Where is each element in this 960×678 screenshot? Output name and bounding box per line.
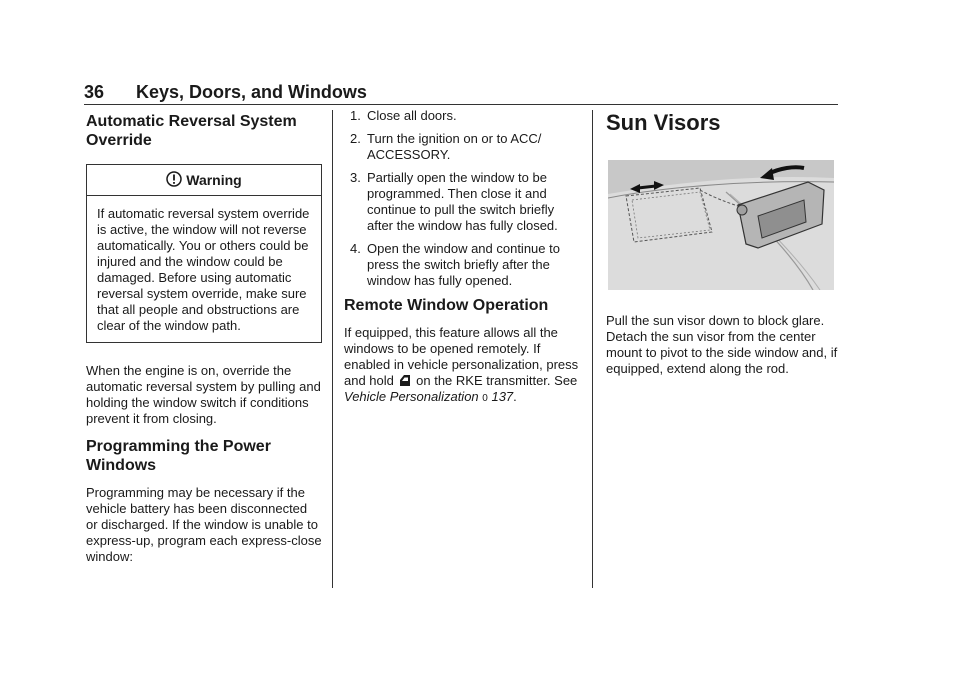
caution-icon xyxy=(166,171,182,187)
column-right xyxy=(606,108,838,387)
page-header xyxy=(84,80,838,105)
warning-box xyxy=(86,164,322,343)
list-item: 1. Close all doors. xyxy=(350,108,457,123)
page-ref-icon: 0 xyxy=(482,393,488,404)
warning-header xyxy=(87,165,321,196)
programming-steps xyxy=(344,108,580,289)
column-divider xyxy=(332,110,333,588)
warning-text: If automatic reversal system override is active, the window will not reverse automatically. You or others could be injured and the window could be damaged. Before using automatic reversal system override, make sure that all people and obstructions are clear of the window path. xyxy=(97,206,310,333)
list-item: 2. Turn the ignition on or to ACC/ ACCESSORY. xyxy=(350,131,542,162)
paragraph-sun-visors: Pull the sun visor down to block glare. Detach the sun visor from the center mount to pivot to the side window and, if equipped, extend along the rod. xyxy=(606,313,838,376)
heading-sun-visors: Sun Visors xyxy=(606,110,721,135)
heading-programming: Programming the Power Windows xyxy=(86,438,271,474)
cross-reference-link[interactable]: Vehicle Personalization xyxy=(344,389,479,404)
list-item: 4. Open the window and continue to press the switch briefly after the window has fully opened. xyxy=(350,241,560,288)
paragraph-programming: Programming may be necessary if the vehicle battery has been disconnected or discharged. If the window is unable to express-up, program each express-close window: xyxy=(86,485,322,564)
page-number: 36 xyxy=(84,82,105,102)
warning-label: Warning xyxy=(186,172,242,188)
cross-reference-page[interactable]: 137 xyxy=(491,389,514,404)
column-left xyxy=(86,108,322,575)
list-item: 3. Partially open the window to be programmed. Then close it and continue to pull the switch briefly after the window has fully closed. xyxy=(350,170,558,233)
paragraph-override: When the engine is on, override the automatic reversal system by pulling and holding the window switch if conditions prevent it from closing. xyxy=(86,363,321,426)
sun-visor-illustration xyxy=(608,160,834,290)
heading-auto-reversal: Automatic Reversal System Override xyxy=(86,113,297,149)
column-divider xyxy=(592,110,593,588)
paragraph-remote-window: If equipped, this feature allows all the windows to be opened remotely. If enabled in vehicle personalization, press and hold on the RKE transmitter. See Vehicle Personalization 0 137. xyxy=(344,325,579,404)
window-fob-icon xyxy=(399,374,411,387)
heading-remote-window: Remote Window Operation xyxy=(344,297,549,314)
section-title: Keys, Doors, and Windows xyxy=(136,82,367,102)
column-middle xyxy=(344,108,580,417)
